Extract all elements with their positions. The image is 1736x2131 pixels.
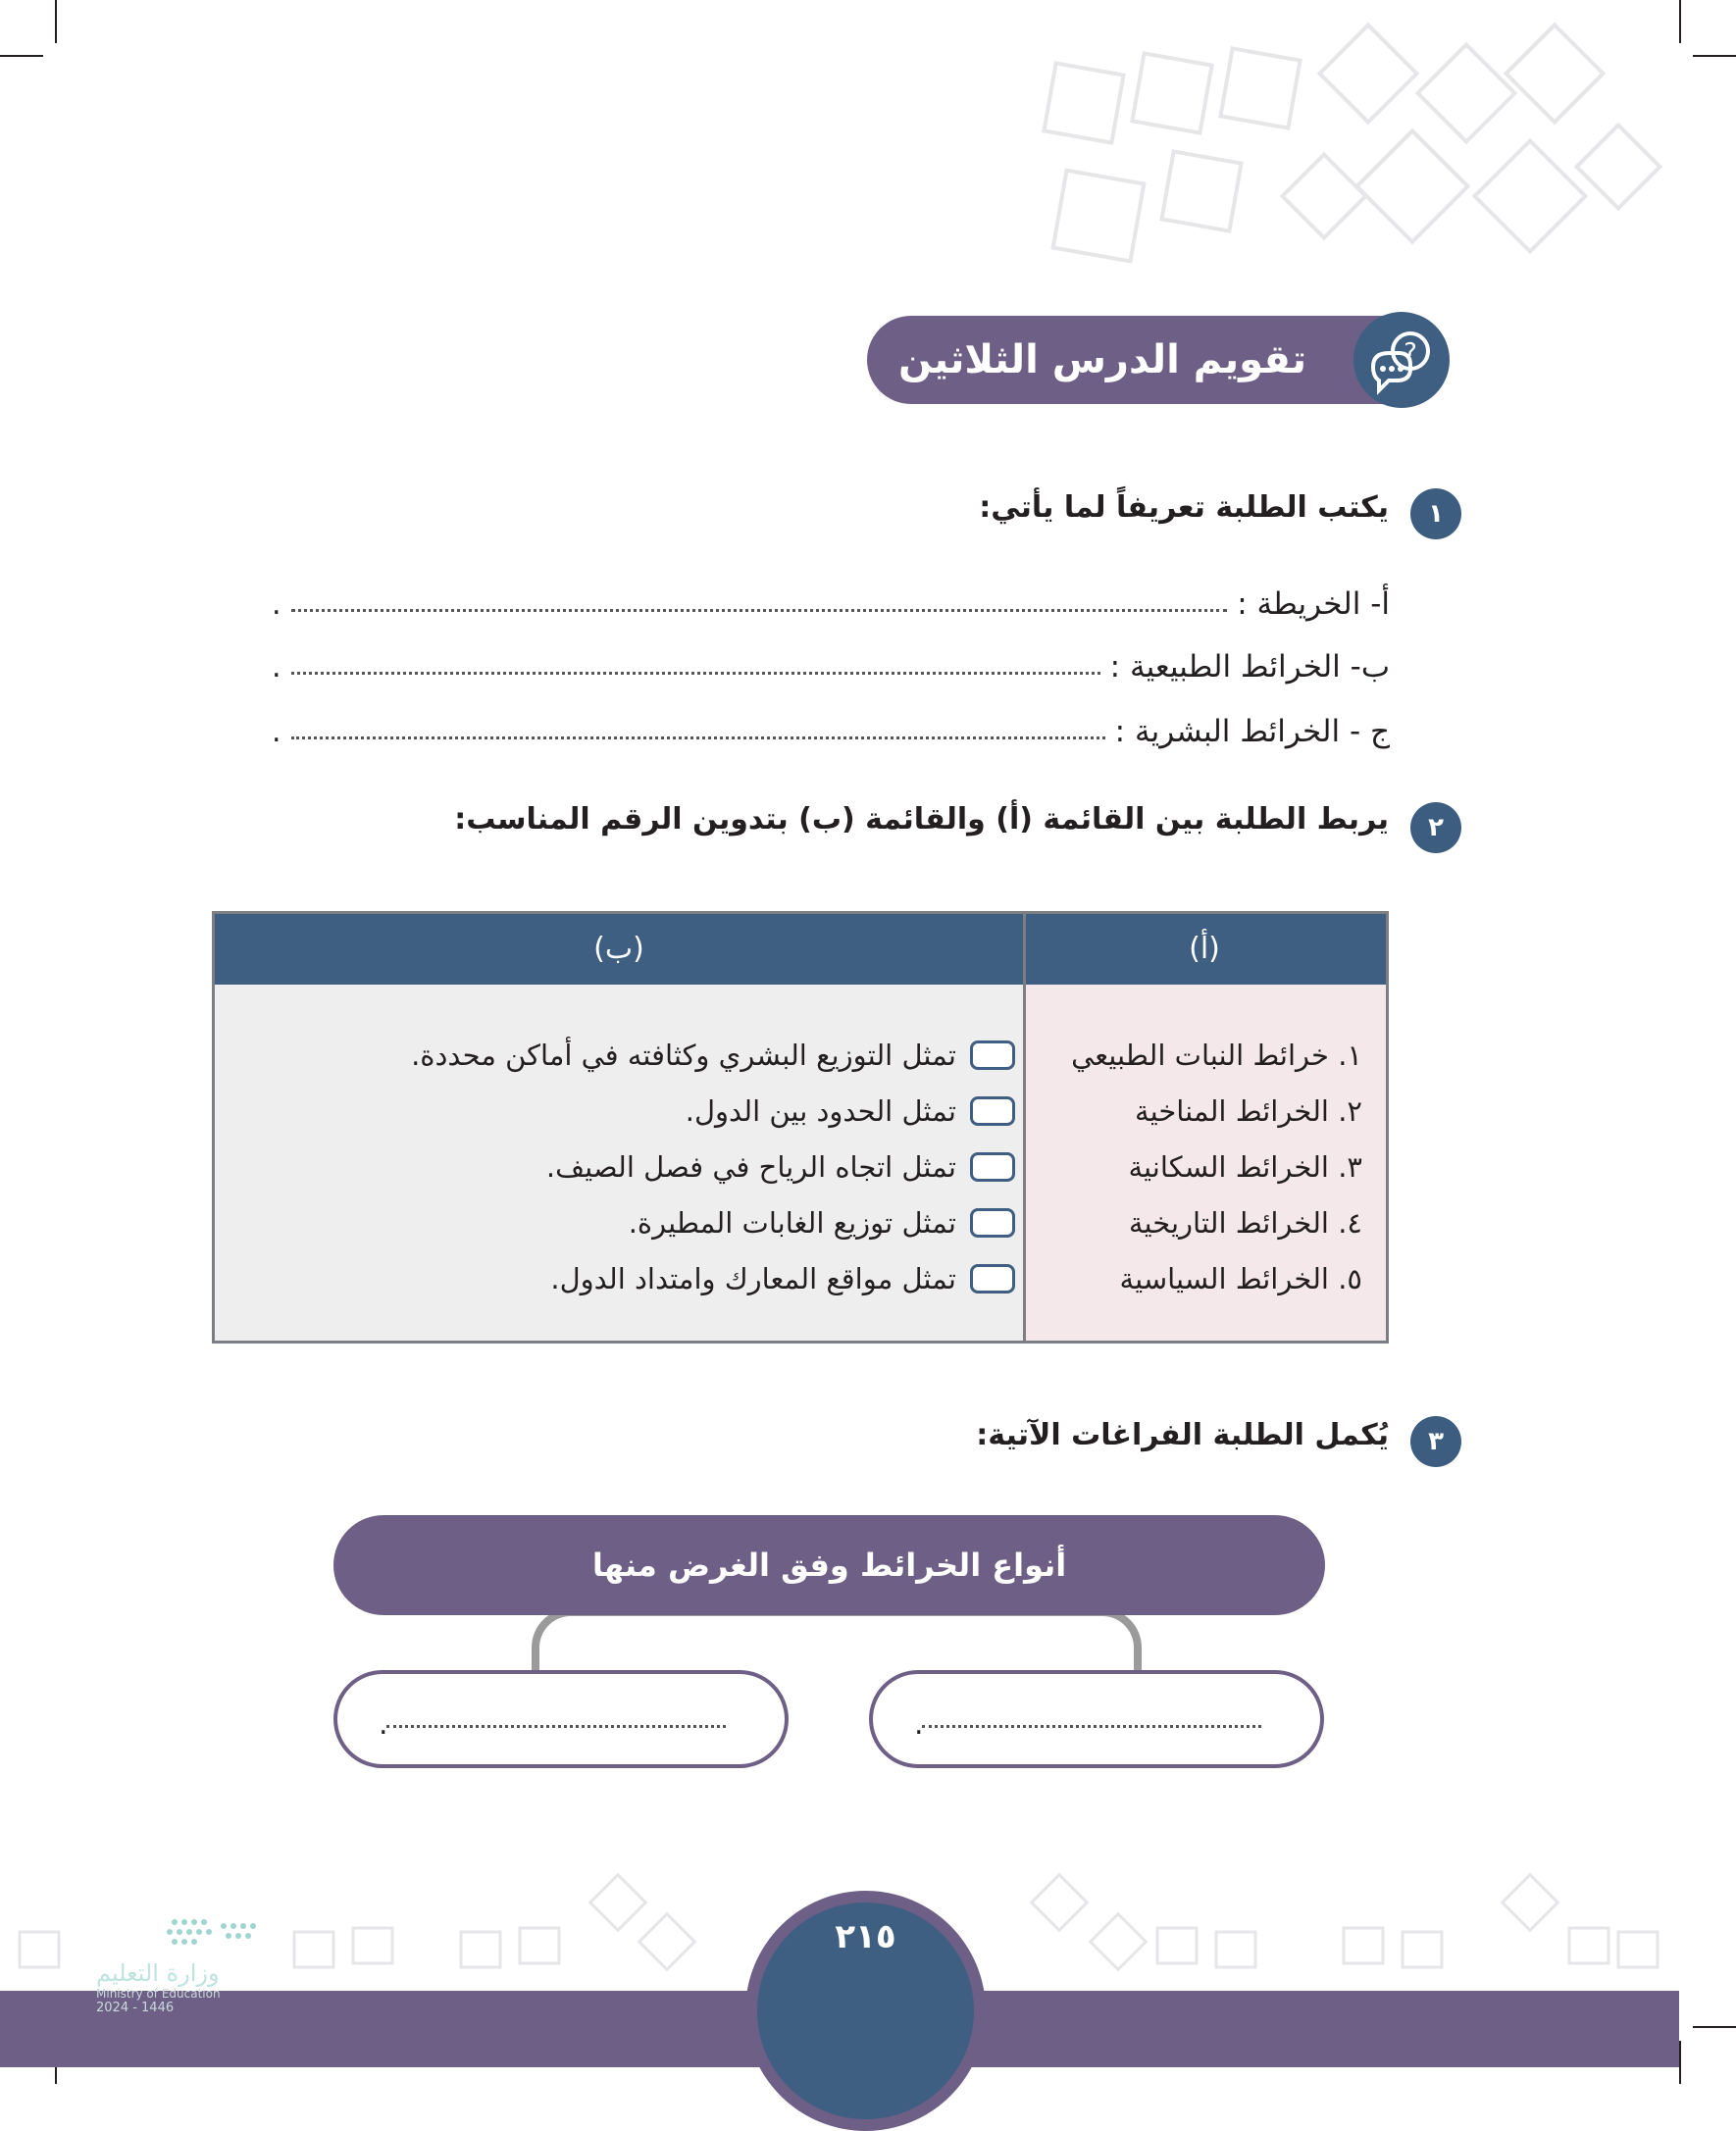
ministry-emblem-icon bbox=[96, 1912, 273, 1955]
list-a-item: ١. خرائط النبات الطبيعي bbox=[1071, 1039, 1362, 1072]
concept-map-title: أنواع الخرائط وفق الغرض منها bbox=[333, 1515, 1325, 1615]
definition-label: أ- الخريطة : bbox=[1237, 586, 1390, 622]
definition-row: أ- الخريطة : . bbox=[272, 586, 1390, 622]
definition-row: ب- الخرائط الطبيعية : . bbox=[272, 649, 1390, 685]
page-number: ٢١٥ bbox=[835, 1917, 896, 1956]
answer-blank[interactable] bbox=[291, 672, 1100, 675]
map-connector bbox=[532, 1608, 1142, 1677]
list-b-item bbox=[686, 1091, 1015, 1131]
crop-mark bbox=[55, 0, 57, 43]
question-number: ١ bbox=[1410, 488, 1461, 539]
list-a-item: ٢. الخرائط المناخية bbox=[1135, 1094, 1362, 1128]
definition-label: ج - الخرائط البشرية : bbox=[1114, 714, 1390, 749]
crop-mark bbox=[1693, 2026, 1736, 2028]
answer-blank[interactable] bbox=[291, 609, 1228, 612]
list-b-text: تمثل التوزيع البشري وكثافته في أماكن محددة. bbox=[411, 1039, 956, 1072]
list-b-text: تمثل مواقع المعارك وامتداد الدول. bbox=[550, 1262, 956, 1295]
list-b-item bbox=[550, 1259, 1015, 1298]
answer-box[interactable] bbox=[970, 1096, 1015, 1126]
list-b-text: تمثل اتجاه الرياح في فصل الصيف. bbox=[545, 1150, 956, 1184]
question-prompt: يُكمل الطلبة الفراغات الآتية: bbox=[976, 1418, 1389, 1452]
column-a-header: (أ) bbox=[1023, 914, 1386, 985]
question-discussion-icon bbox=[1353, 312, 1450, 408]
list-b-item bbox=[411, 1036, 1015, 1075]
decorative-pattern bbox=[942, 0, 1677, 324]
ministry-name-en: Ministry of Education bbox=[96, 1987, 221, 2001]
answer-blank bbox=[386, 1725, 726, 1728]
column-divider bbox=[1023, 914, 1026, 1341]
answer-box[interactable] bbox=[970, 1264, 1015, 1294]
question-number: ٢ bbox=[1410, 802, 1461, 853]
concept-map-blank-box[interactable]: . bbox=[333, 1670, 789, 1768]
crop-mark bbox=[1679, 2041, 1681, 2084]
question-prompt: يكتب الطلبة تعريفاً لما يأتي: bbox=[979, 490, 1389, 525]
answer-box[interactable] bbox=[970, 1208, 1015, 1238]
list-a-item: ٣. الخرائط السكانية bbox=[1128, 1150, 1362, 1184]
crop-mark bbox=[1679, 0, 1681, 43]
ministry-name-ar: وزارة التعليم bbox=[96, 1959, 220, 1987]
answer-blank[interactable] bbox=[291, 736, 1105, 739]
list-a-item: ٥. الخرائط السياسية bbox=[1119, 1262, 1362, 1295]
list-b-item bbox=[629, 1203, 1015, 1243]
lesson-title: تقويم الدرس الثلاثين bbox=[898, 337, 1306, 382]
answer-box[interactable] bbox=[970, 1152, 1015, 1182]
crop-mark bbox=[0, 55, 43, 57]
crop-mark bbox=[1693, 55, 1736, 57]
ministry-logo bbox=[96, 1912, 273, 2015]
edition-year: 2024 - 1446 bbox=[96, 2001, 175, 2015]
answer-blank bbox=[922, 1725, 1261, 1728]
svg-text:?: ? bbox=[1404, 338, 1417, 368]
definition-row: ج - الخرائط البشرية : . bbox=[272, 714, 1390, 749]
list-b-item bbox=[546, 1147, 1015, 1187]
concept-map-blank-box[interactable]: . bbox=[869, 1670, 1324, 1768]
question-number: ٣ bbox=[1410, 1416, 1461, 1467]
question-prompt: يربط الطلبة بين القائمة (أ) والقائمة (ب) بتدوين الرقم المناسب: bbox=[454, 802, 1389, 837]
list-a-item: ٤. الخرائط التاريخية bbox=[1128, 1206, 1362, 1240]
matching-table bbox=[212, 911, 1389, 1344]
definition-label: ب- الخرائط الطبيعية : bbox=[1109, 649, 1390, 685]
answer-box[interactable] bbox=[970, 1040, 1015, 1070]
column-b-header: (ب) bbox=[215, 914, 1023, 985]
list-b-text: تمثل الحدود بين الدول. bbox=[685, 1094, 956, 1128]
list-b-text: تمثل توزيع الغابات المطيرة. bbox=[628, 1206, 956, 1240]
